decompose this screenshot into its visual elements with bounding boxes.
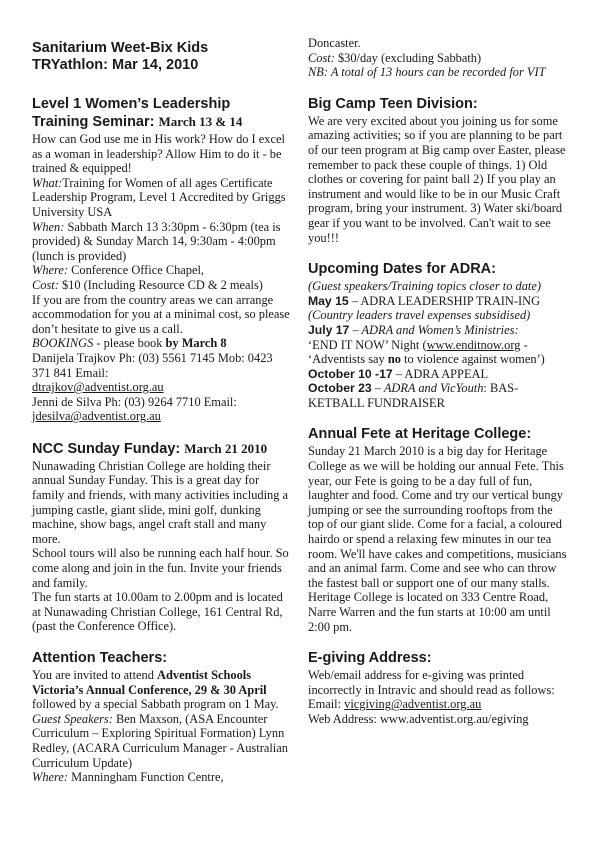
teachers-cost-text: $30/day (excluding Sabbath)	[334, 50, 482, 65]
women-where	[32, 263, 294, 278]
adra-date-2-text: – ADRA and Women’s Ministries:	[349, 322, 519, 337]
adra-note: (Guest speakers/Training topics closer to date)	[308, 279, 541, 294]
adra-date-4-text: – ADRA and VicYouth	[371, 381, 484, 396]
egiving-text	[308, 668, 570, 712]
women-when	[32, 220, 294, 264]
bookings-text: - please book	[93, 336, 166, 351]
bigcamp-section	[308, 96, 570, 245]
adra-date-3	[308, 367, 570, 382]
teachers-intro-text-2: followed by a special Sabbath program on 1 May.	[32, 697, 279, 712]
bookings-label: BOOKINGS	[32, 336, 94, 351]
women-date: March 13 & 14	[158, 114, 243, 129]
teachers-guests	[32, 712, 294, 770]
teachers-where-text: Manningham Function Centre,	[68, 770, 224, 785]
enditnow-link[interactable]: www.enditnow.org	[426, 337, 521, 352]
adra-date-4-text-2: : BAS-KETBALL FUNDRAISER	[308, 381, 519, 410]
fete-text: Sunday 21 March 2010 is a big day for Heritage College as we will be holding our annual Fete. This year, our Fete is going to be a day full of fun, laughter and food. Come and try our vertical bungy jumping or see the surrounding rooftops from the top of our giant slide. Come for a facial, a coloured hairdo or spend a relaxing few minutes in our tea room. We'll have cakes and competitions, musicians and an animal farm. Come and see who can throw the fastest ball or support one of our many stalls. Heritage College is located on 333 Centre Road, Narre Warren and the fun starts at 10:00 am until 2:00 pm.	[308, 444, 567, 634]
teachers-where-label: Where:	[32, 770, 69, 785]
bigcamp-heading: Big Camp Teen Division:	[308, 95, 478, 112]
teachers-where	[32, 770, 294, 785]
women-what	[32, 176, 294, 220]
teachers-intro-text: You are invited to attend	[32, 668, 158, 682]
adra-date-2-text-2: ‘END IT NOW’ Night (	[308, 337, 427, 352]
where-text: Conference Office Chapel,	[71, 263, 205, 278]
ncc-section	[32, 440, 294, 634]
adra-date-4	[308, 381, 570, 410]
bookings-deadline: by March 8	[165, 336, 227, 351]
women-contact-1: Danijela Trajkov Ph: (03) 5561 7145 Mob: 0423 371 841 Email:	[32, 350, 273, 380]
ncc-heading-text: NCC Sunday Funday:	[32, 440, 181, 457]
women-heading-line-1: Level 1 Women’s Leadership	[32, 96, 231, 112]
ncc-heading	[32, 440, 294, 458]
what-label: What:	[32, 175, 63, 190]
women-heading-line-2: Training Seminar:	[32, 114, 155, 130]
email-link-jdesilva[interactable]: jdesilva@adventist.org.au	[32, 409, 161, 424]
adra-date-1-label: May 15	[308, 293, 349, 308]
egiving-text-body: Web/email address for e-giving was printed incorrectly in Intravic and should read as follows: Email:	[308, 668, 555, 712]
adra-date-2-text-3: - ‘Adventists say	[308, 337, 528, 367]
adra-date-4-label: October 23	[308, 381, 372, 396]
adra-date-2-label: July 17	[308, 322, 350, 337]
adra-date-1	[308, 294, 570, 323]
guest-text: Ben Maxson, (ASA Encounter Curriculum – Exploring Spiritual Formation) Lynn Redley, (ACARA Curriculum Manager - Australian Curriculum Update)	[32, 711, 288, 770]
ncc-paragraph-2: School tours will also be running each half hour. So come along and join in the fun. Invite your friends and family.	[32, 546, 289, 590]
women-cost	[32, 278, 294, 293]
page-title	[32, 40, 294, 74]
egiving-heading: E-giving Address:	[308, 650, 432, 667]
adra-date-3-label: October 10 -17	[308, 366, 393, 381]
teachers-conference: Adventist Schools Victoria’s Annual Conference, 29 & 30 April	[32, 668, 267, 697]
women-bookings	[32, 336, 294, 351]
adra-date-2-no: no	[387, 352, 401, 367]
cost-text: $10 (Including Resource CD & 2 meals)	[61, 277, 263, 292]
guest-label: Guest Speakers:	[32, 711, 113, 726]
teachers-intro	[32, 668, 294, 712]
when-label: When:	[32, 219, 65, 234]
adra-date-1-text: – ADRA LEADERSHIP TRAIN-ING	[348, 293, 541, 308]
teachers-cost	[308, 51, 570, 66]
women-heading	[32, 96, 294, 131]
women-country: If you are from the country areas we can arrange accommodation for you at a minimal cost, so please don’t hesitate to give us a call.	[32, 292, 290, 336]
teachers-section	[32, 650, 294, 785]
title-line-2: TRYathlon: Mar 14, 2010	[32, 57, 199, 73]
teachers-heading: Attention Teachers:	[32, 650, 168, 666]
ncc-paragraph-1: Nunawading Christian College are holding their annual Sunday Funday. This is a great day for family and friends, with many activities including a jumping castle, giant slide, mini golf, dunking machine, show bags, angel craft stall and many more.	[32, 458, 289, 546]
fete-section	[308, 426, 570, 634]
adra-date-3-text: – ADRA APPEAL	[392, 366, 489, 381]
vit-note: NB: A total of 13 hours can be recorded for VIT	[308, 65, 546, 80]
what-text: Training for Women of all ages Certificate Leadership Program, Level 1 Accredited by Griggs University USA	[32, 175, 286, 219]
women-leadership-section	[32, 96, 294, 424]
when-text: Sabbath March 13 3:30pm - 6:30pm (tea is provided) & Sunday March 14, 9:30am - 4:00pm (lunch is provided)	[32, 219, 281, 263]
teachers-continued	[308, 36, 570, 80]
teachers-cost-label: Cost:	[308, 50, 335, 65]
ncc-date: March 21 2010	[184, 440, 268, 456]
women-intro: How can God use me in His work? How do I excel as a woman in leadership? Allow Him to do it - be trained & equipped!	[32, 132, 285, 176]
email-link-dtrajkov[interactable]: dtrajkov@adventist.org.au	[32, 380, 164, 395]
cost-label: Cost:	[32, 277, 59, 292]
title-line-1: Sanitarium Weet-Bix Kids	[32, 40, 209, 56]
left-column	[32, 36, 294, 801]
adra-heading: Upcoming Dates for ADRA:	[308, 261, 496, 278]
ncc-paragraph-3: The fun starts at 10.00am to 2.00pm and is located at Nunawading Christian College, 161 Central Rd, (past the Conference Office).	[32, 590, 283, 634]
egiving-email-link[interactable]: vicgiving@adventist.org.au	[344, 697, 482, 712]
adra-date-1-note: (Country leaders travel expenses subsidised)	[308, 308, 531, 323]
egiving-section	[308, 650, 570, 726]
adra-date-2-text-4: to violence against women’)	[400, 352, 545, 367]
adra-section	[308, 261, 570, 410]
right-column	[308, 36, 570, 743]
egiving-web: Web Address: www.adventist.org.au/egiving	[308, 711, 529, 726]
women-contact-2: Jenni de Silva Ph: (03) 9264 7710 Email:	[32, 394, 237, 409]
where-label: Where:	[32, 263, 69, 278]
bigcamp-text: We are very excited about you joining us for some amazing activities; so if you are planning to be part of our teen program at Big camp over Easter, please remember to pack these couple of things. 1) Old clothes or covering for paint ball 2) If you play an instrument and would like to be in our Music Craft program, bring your instrument. 3) Water ski/board gear if you want to be involved. Can't wait to see you!!!	[308, 113, 566, 245]
fete-heading: Annual Fete at Heritage College:	[308, 426, 532, 443]
adra-date-2	[308, 323, 570, 367]
venue-city: Doncaster.	[308, 36, 361, 50]
